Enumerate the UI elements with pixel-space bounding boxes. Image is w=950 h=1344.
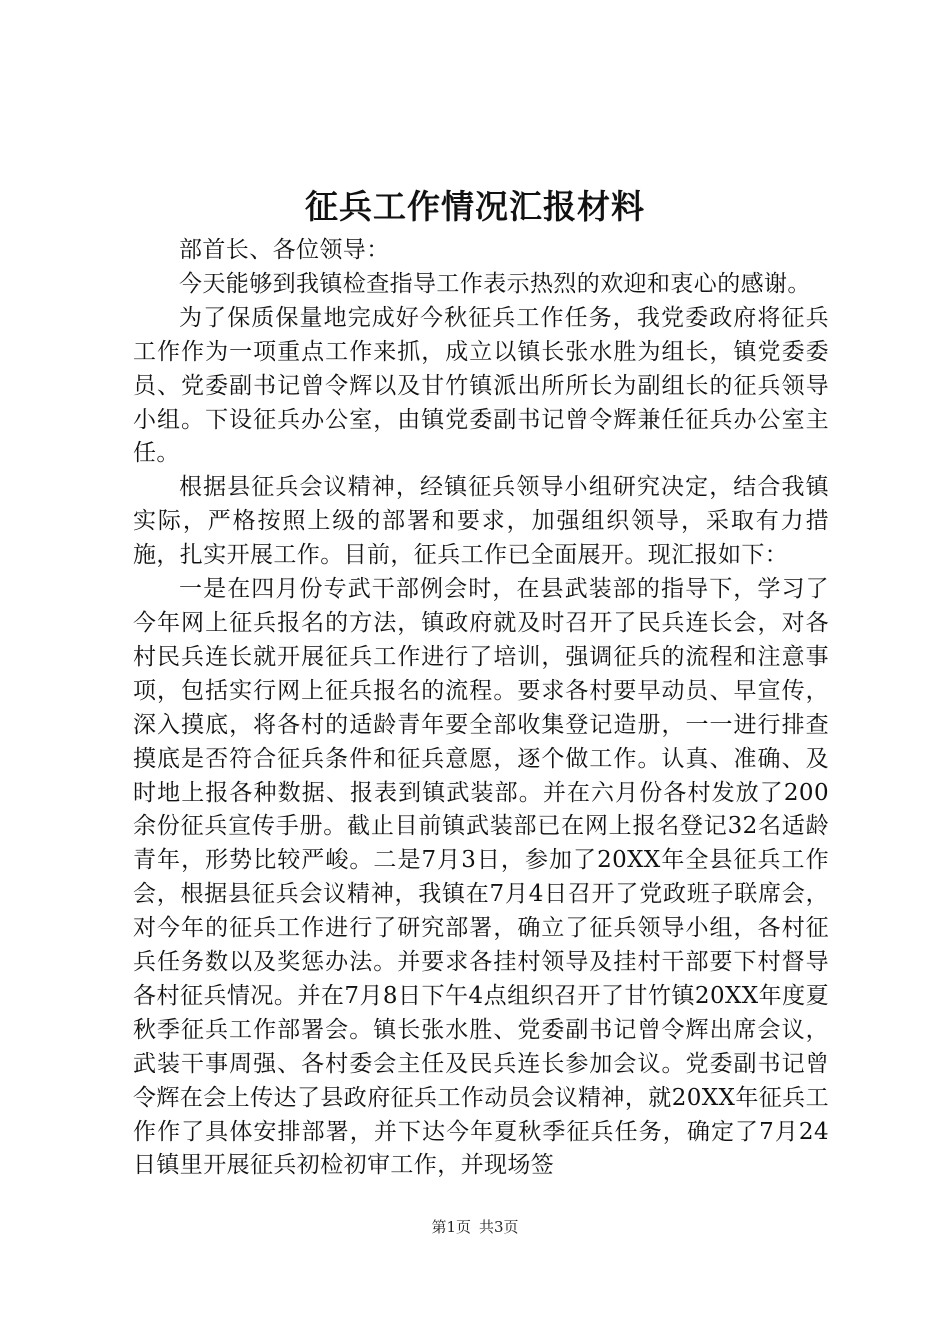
report-intro-paragraph: 根据县征兵会议精神，经镇征兵领导小组研究决定，结合我镇实际，严格按照上级的部署和要求，加强组织领导，采取有力措施，扎实开展工作。目前，征兵工作已全面展开。现汇报如下： (133, 474, 829, 569)
salutation-paragraph: 部首长、各位领导： (179, 237, 390, 263)
page-footer (0, 1216, 950, 1238)
document-body (133, 234, 829, 1183)
leadership-group-paragraph: 为了保质保量地完成好今秋征兵工作任务，我党委政府将征兵工作作为一项重点工作来抓，成立以镇长张水胜为组长，镇党委委员、党委副书记曾令辉以及甘竹镇派出所所长为副组长的征兵领导小组。下设征兵办公室，由镇党委副书记曾令辉兼任征兵办公室主任。 (133, 304, 829, 467)
welcome-paragraph: 今天能够到我镇检查指导工作表示热烈的欢迎和衷心的感谢。 (179, 270, 811, 297)
page-total: 共3页 (479, 1218, 519, 1236)
work-details-paragraph: 一是在四月份专武干部例会时，在县武装部的指导下，学习了今年网上征兵报名的方法，镇政府就及时召开了民兵连长会，对各村民兵连长就开展征兵工作进行了培训，强调征兵的流程和注意事项，包括实行网上征兵报名的流程。要求各村要早动员、早宣传，深入摸底，将各村的适龄青年要全部收集登记造册，一一进行排查摸底是否符合征兵条件和征兵意愿，逐个做工作。认真、准确、及时地上报各种数据、报表到镇武装部。并在六月份各村发放了200余份征兵宣传手册。截止目前镇武装部已在网上报名登记32名适龄青年，形势比较严峻。二是7月3日，参加了20XX年全县征兵工作会，根据县征兵会议精神，我镇在7月4日召开了党政班子联席会，对今年的征兵工作进行了研究部署，确立了征兵领导小组，各村征兵任务数以及奖惩办法。并要求各挂村领导及挂村干部要下村督导各村征兵情况。并在7月8日下午4点组织召开了甘竹镇20XX年度夏秋季征兵工作部署会。镇长张水胜、党委副书记曾令辉出席会议，武装干事周强、各村委会主任及民兵连长参加会议。党委副书记曾令辉在会上传达了县政府征兵工作动员会议精神，就20XX年征兵工作作了具体安排部署，并下达今年夏秋季征兵任务，确定了7月24日镇里开展征兵初检初审工作，并现场签 (133, 576, 829, 1179)
page-number: 第1页 (431, 1218, 471, 1236)
document-title: 征兵工作情况汇报材料 (305, 187, 645, 226)
